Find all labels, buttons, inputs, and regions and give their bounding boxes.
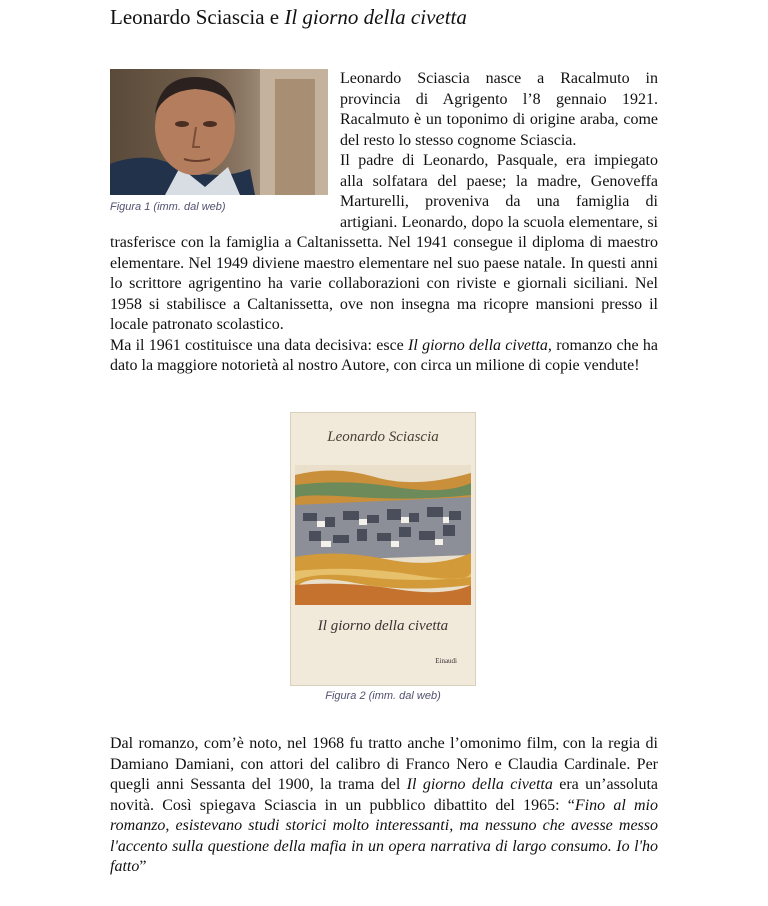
paragraph-3-work: Il giorno della civetta, bbox=[408, 336, 552, 354]
paragraph-4-part1: Dal romanzo, com’è noto, nel 1968 fu tratto anche l’omonimo film, con la regia di Damiano Damiani, con attori del calibro di Franco Nero e Claudia Cardinale. Per quegli anni Sessanta del 1900, la trama del bbox=[110, 735, 658, 793]
paragraph-3-after: romanzo che ha dato la maggiore notorietà al nostro Autore, con circa un milione di copie vendute! bbox=[110, 336, 659, 374]
intro-text bbox=[110, 69, 658, 377]
paragraph-4-close: ” bbox=[139, 858, 147, 875]
title-work: Il giorno della civetta bbox=[284, 5, 467, 29]
paragraph-3 bbox=[110, 336, 658, 377]
figure-2-caption: Figura 2 (imm. dal web) bbox=[325, 690, 441, 702]
cover-title: Il giorno della civetta bbox=[317, 618, 449, 634]
closing-text bbox=[110, 734, 658, 878]
cover-publisher: Einaudi bbox=[435, 657, 457, 665]
paragraph-1: Leonardo Sciascia nasce a Racalmuto in provincia di Agrigento l’8 gennaio 1921. Racalmuto è un toponimo di origine araba, come del resto lo stesso cognome Sciascia. bbox=[340, 70, 658, 149]
figure-1-caption: Figura 1 (imm. dal web) bbox=[110, 201, 226, 213]
book-cover-icon bbox=[290, 412, 476, 686]
paragraph-4-quote: Fino al mio romanzo, esistevano studi storici molto interessanti, ma nessuno che avesse messo l'accento sulla questione della mafia in un opera narrativa di largo consumo. Io l'ho fatto bbox=[110, 796, 658, 875]
figure-1-spacer bbox=[110, 69, 340, 233]
cover-author: Leonardo Sciascia bbox=[327, 429, 439, 445]
paragraph-4 bbox=[110, 734, 658, 878]
paragraph-2: Il padre di Leonardo, Pasquale, era impiegato alla solfatara del paese; la madre, Genoveffa Marturelli, proveniva da una famiglia di artigiani. Leonardo, dopo la scuola elementare, si trasferisce con la famiglia a Caltanissetta. Nel 1941 consegue il diploma di maestro elementare. Nel 1949 diviene maestro elementare nel suo paese natale. In questi anni lo scrittore agrigentino ha varie collaborazioni con riviste e giornali siciliani. Nel 1958 si stabilisce a Caltanissetta, ove non insegna ma ricopre mansioni presso il locale patronato scolastico. bbox=[110, 152, 658, 333]
paragraph-3-before: Ma il 1961 costituisce una data decisiva: esce bbox=[110, 336, 409, 354]
page-title bbox=[110, 4, 467, 30]
figure-2 bbox=[290, 412, 476, 702]
title-author: Leonardo Sciascia e bbox=[110, 5, 280, 29]
paragraph-4-part2: era un’assoluta novità. Così spiegava Sciascia in un pubblico dibattito del 1965: “ bbox=[110, 776, 659, 814]
paragraph-4-work: Il giorno della civetta bbox=[406, 776, 553, 793]
cover-landscape-icon bbox=[295, 465, 471, 605]
